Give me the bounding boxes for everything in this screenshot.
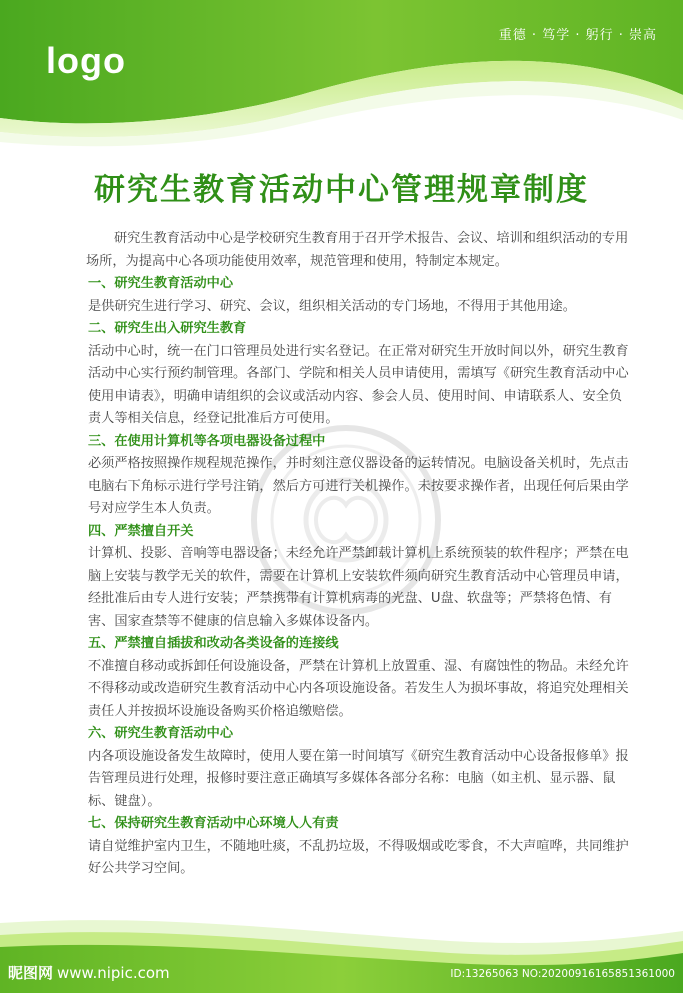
- section-heading: 二、研究生出入研究生教育: [88, 321, 247, 336]
- section-body: 请自觉维护室内卫生，不随地吐痰，不乱扔垃圾，不得吸烟或吃零食，不大声喧哗，共同维护好公共学习空间。: [88, 838, 629, 876]
- section-heading: 一、研究生教育活动中心: [88, 276, 234, 291]
- section-heading: 七、保持研究生教育活动中心环境人人有责: [88, 816, 339, 831]
- footer-brand: [8, 962, 170, 983]
- section-heading: 三、在使用计算机等各项电器设备过程中: [88, 433, 326, 449]
- section-heading: 四、严禁擅自开关: [88, 523, 194, 539]
- section-body: 活动中心时，统一在门口管理员处进行实名登记。在正常对研究生开放时间以外，研究生教育活动中心实行预约制管理。各部门、学院和相关人员申请使用，需填写《研究生教育活动中心使用申请表》，明确申请组织的会议或活动内容、参会人员、使用时间、申请联系人、安全负责人等相关信息，经登记批准后方可使用。: [88, 343, 629, 426]
- section-body: 内各项设施设备发生故障时，使用人要在第一时间填写《研究生教育活动中心设备报修单》报告管理员进行处理，报修时要注意正确填写多媒体各部分名称：电脑（如主机、显示器、鼠标、键盘）。: [88, 748, 629, 809]
- intro-paragraph: 研究生教育活动中心是学校研究生教育用于召开学术报告、会议、培训和组织活动的专用场所，为提高中心各项功能使用效率，规范管理和使用，特制定本规定。: [86, 231, 629, 269]
- logo: logo: [46, 40, 126, 81]
- section-body: 必须严格按照操作规程规范操作，并时刻注意仪器设备的运转情况。电脑设备关机时，先点击电脑右下角标示进行学号注销，然后方可进行关机操作。未按要求操作者，出现任何后果由学号对应学生本人负责。: [88, 456, 629, 516]
- image-id-text: ID:13265063 NO:20200916165851361000: [450, 968, 675, 980]
- motto: 重德 · 笃学 · 躬行 · 崇高: [498, 28, 657, 43]
- section-body: 计算机、投影、音响等电器设备；未经允许严禁卸载计算机上系统预装的软件程序；严禁在电脑上安装与教学无关的软件，需要在计算机上安装软件须向研究生教育活动中心管理员申请，经批准后由专人进行安装；严禁携带有计算机病毒的光盘、U盘、软盘等；严禁将色情、有害、国家查禁等不健康的信息输入多媒体设备内。: [88, 546, 629, 629]
- section-heading: 五、严禁擅自插拔和改动各类设备的连接线: [88, 636, 339, 651]
- section-body: 不准擅自移动或拆卸任何设施设备，严禁在计算机上放置重、湿、有腐蚀性的物品。未经允许不得移动或改造研究生教育活动中心内各项设施设备。若发生人为损坏事故，将追究处理相关责任人并按损坏设施设备购买价格追缴赔偿。: [88, 658, 629, 719]
- section-heading: 六、研究生教育活动中心: [88, 726, 234, 741]
- regulation-content: [86, 228, 632, 881]
- brand-name: 昵图网: [8, 964, 54, 982]
- page-title: 研究生教育活动中心管理规章制度: [94, 172, 589, 208]
- brand-site[interactable]: www.nipic.com: [57, 964, 170, 982]
- section-body: 是供研究生进行学习、研究、会议，组织相关活动的专门场地，不得用于其他用途。: [88, 298, 576, 314]
